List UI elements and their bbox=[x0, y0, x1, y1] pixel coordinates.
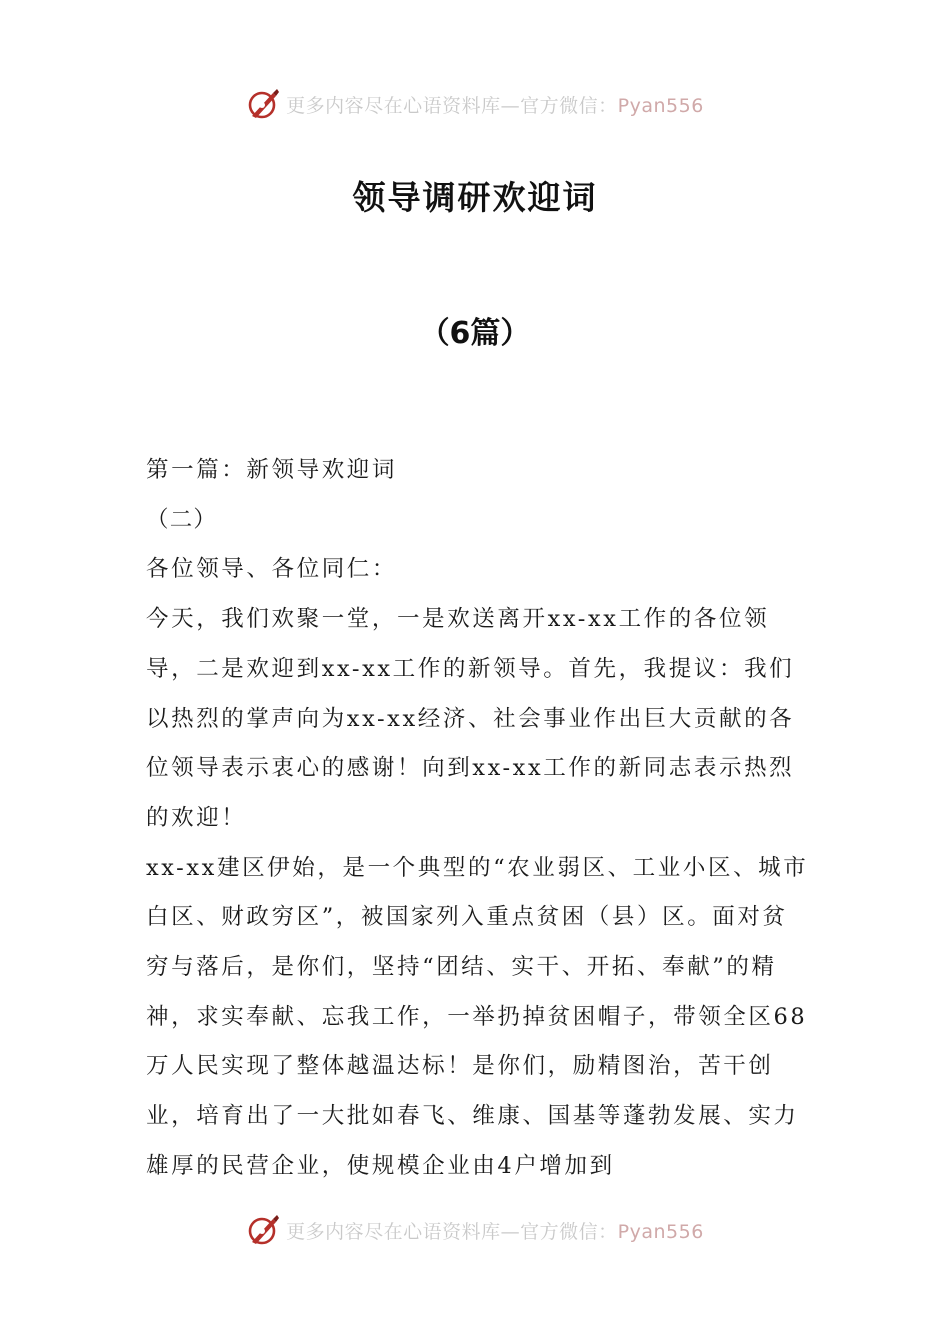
pen-circle-icon bbox=[246, 87, 280, 121]
section-subheading: （二） bbox=[146, 506, 218, 533]
watermark-label: 更多内容尽在心语资料库—官方微信： bbox=[286, 1220, 618, 1243]
paragraph-2: xx-xx建区伊始，是一个典型的“农业弱区、工业小区、城市白区、财政穷区”，被国家列入重点贫困（县）区。面对贫穷与落后，是你们，坚持“团结、实干、开拓、奉献”的精神，求实奉献、忘我工作，一举扔掉贫困帽子，带领全区68万人民实现了整体越温达标！是你们，励精图治，苦干创业，培育出了一大批如春飞、维康、国基等蓬勃发展、实力雄厚的民营企业，使规模企业由4户增加到 bbox=[146, 854, 809, 1179]
wechat-id: Pyan556 bbox=[617, 1220, 704, 1243]
watermark-text bbox=[286, 91, 704, 118]
section-heading: 第一篇：新领导欢迎词 bbox=[146, 457, 398, 483]
document-subtitle: （6篇） bbox=[419, 316, 531, 351]
document-body bbox=[146, 446, 811, 1192]
footer-watermark-banner bbox=[0, 1210, 950, 1250]
watermark-label: 更多内容尽在心语资料库—官方微信： bbox=[286, 94, 618, 117]
watermark-text bbox=[286, 1217, 704, 1244]
pen-circle-icon bbox=[246, 1213, 280, 1247]
salutation: 各位领导、各位同仁： bbox=[146, 556, 398, 583]
header-watermark-banner bbox=[0, 84, 950, 124]
wechat-id: Pyan556 bbox=[617, 94, 704, 117]
document-title: 领导调研欢迎词 bbox=[352, 178, 598, 217]
paragraph-1: 今天，我们欢聚一堂，一是欢送离开xx-xx工作的各位领导，二是欢迎到xx-xx工作的新领导。首先，我提议：我们以热烈的掌声向为xx-xx经济、社会事业作出巨大贡献的各位领导表示衷心的感谢！向到xx-xx工作的新同志表示热烈的欢迎！ bbox=[146, 606, 795, 831]
